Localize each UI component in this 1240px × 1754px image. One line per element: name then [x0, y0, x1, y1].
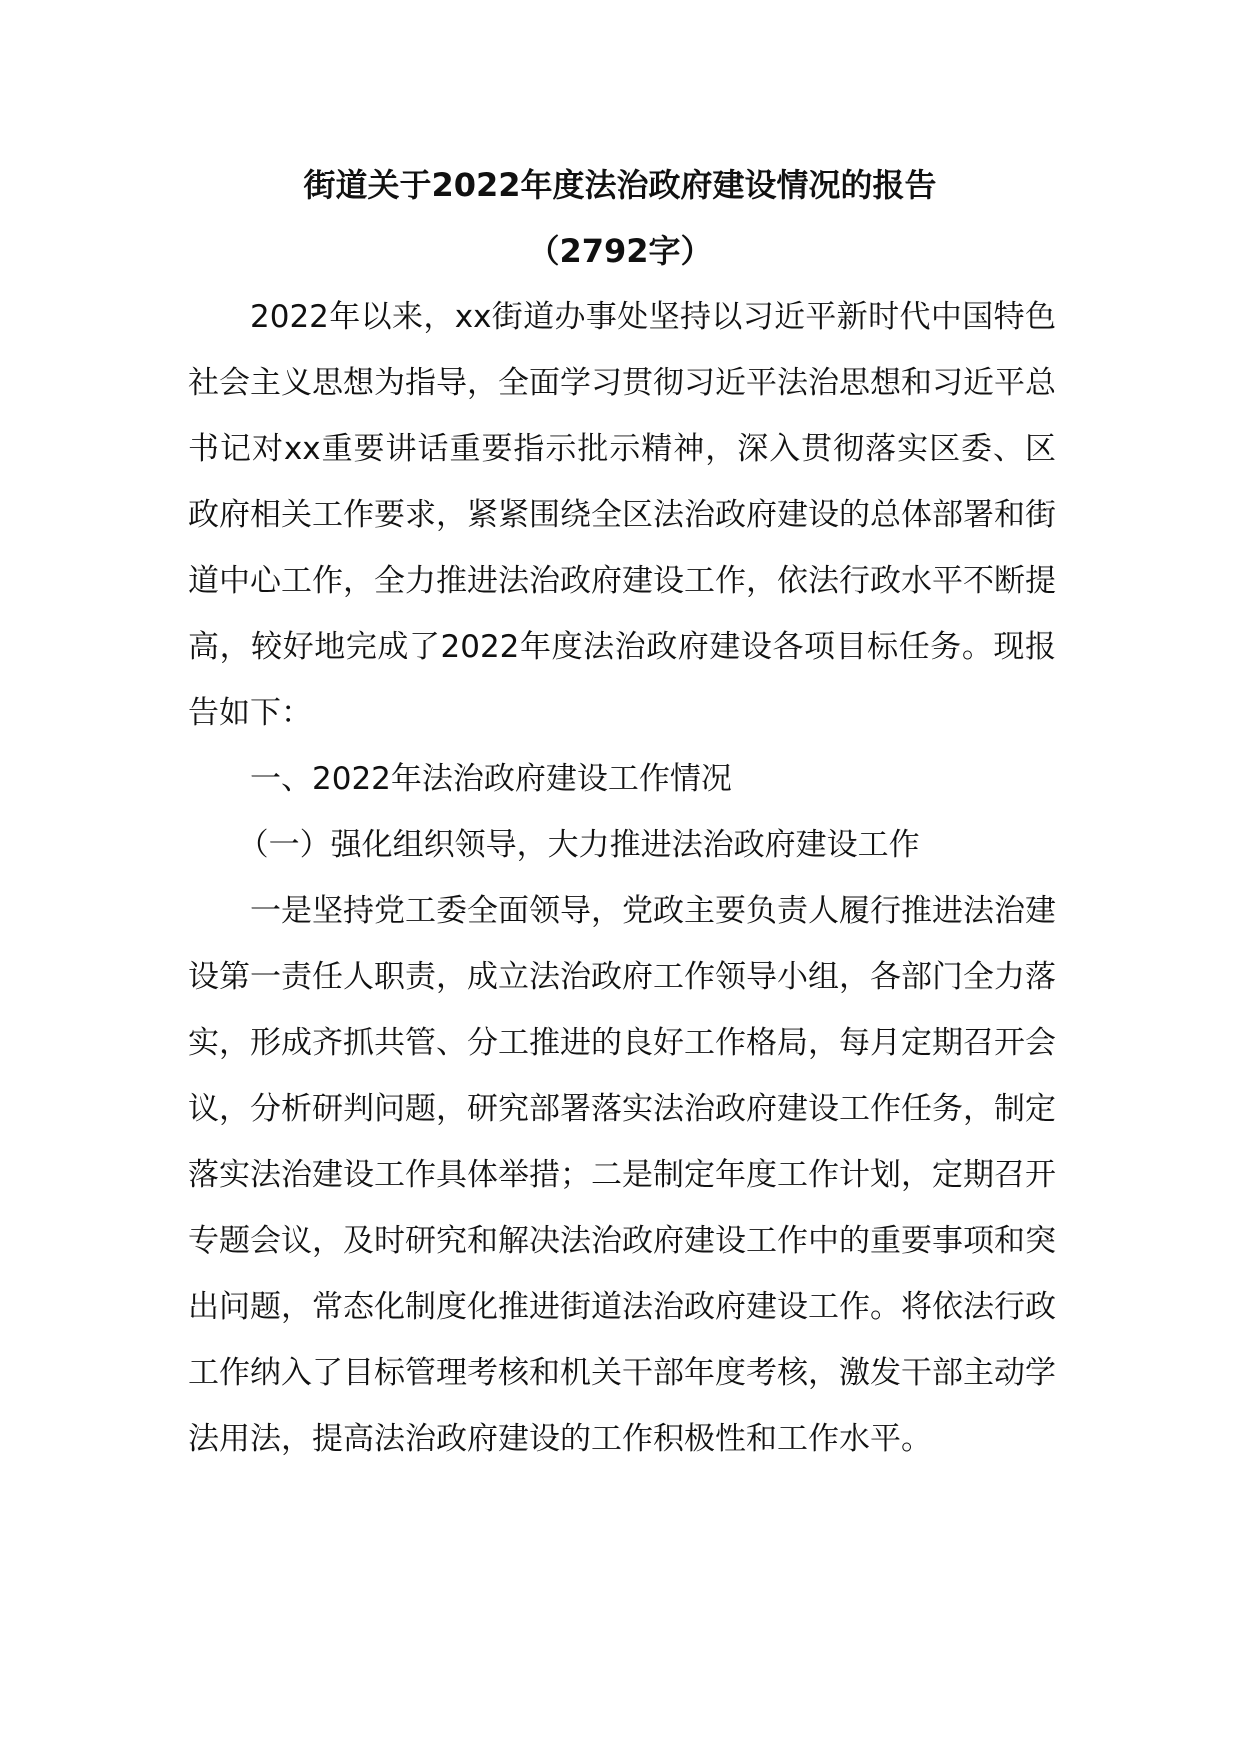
subsection-heading: （一）强化组织领导，大力推进法治政府建设工作 — [237, 827, 920, 863]
section-heading: 一、2022年法治政府建设工作情况 — [250, 761, 732, 797]
body-paragraph: 一是坚持党工委全面领导，党政主要负责人履行推进法治建设第一责任人职责，成立法治政府工作领导小组，各部门全力落实，形成齐抓共管、分工推进的良好工作格局，每月定期召开会议，分析研判问题，研究部署落实法治政府建设工作任务，制定落实法治建设工作具体举措；二是制定年度工作计划，定期召开专题会议，及时研究和解决法治政府建设工作中的重要事项和突出问题，常态化制度化推进街道法治政府建设工作。将依法行政工作纳入了目标管理考核和机关干部年度考核，激发干部主动学法用法，提高法治政府建设的工作积极性和工作水平。 — [188, 893, 1056, 1457]
document-body — [188, 284, 1056, 1472]
intro-paragraph: 2022年以来，xx街道办事处坚持以习近平新时代中国特色社会主义思想为指导，全面学习贯彻习近平法治思想和习近平总书记对xx重要讲话重要指示批示精神，深入贯彻落实区委、区政府相关工作要求，紧紧围绕全区法治政府建设的总体部署和街道中心工作，全力推进法治政府建设工作，依法行政水平不断提高，较好地完成了2022年度法治政府建设各项目标任务。现报告如下： — [188, 299, 1056, 731]
word-count-subtitle: （2792字） — [527, 232, 713, 270]
document-title: 街道关于2022年度法治政府建设情况的报告 — [303, 166, 937, 204]
